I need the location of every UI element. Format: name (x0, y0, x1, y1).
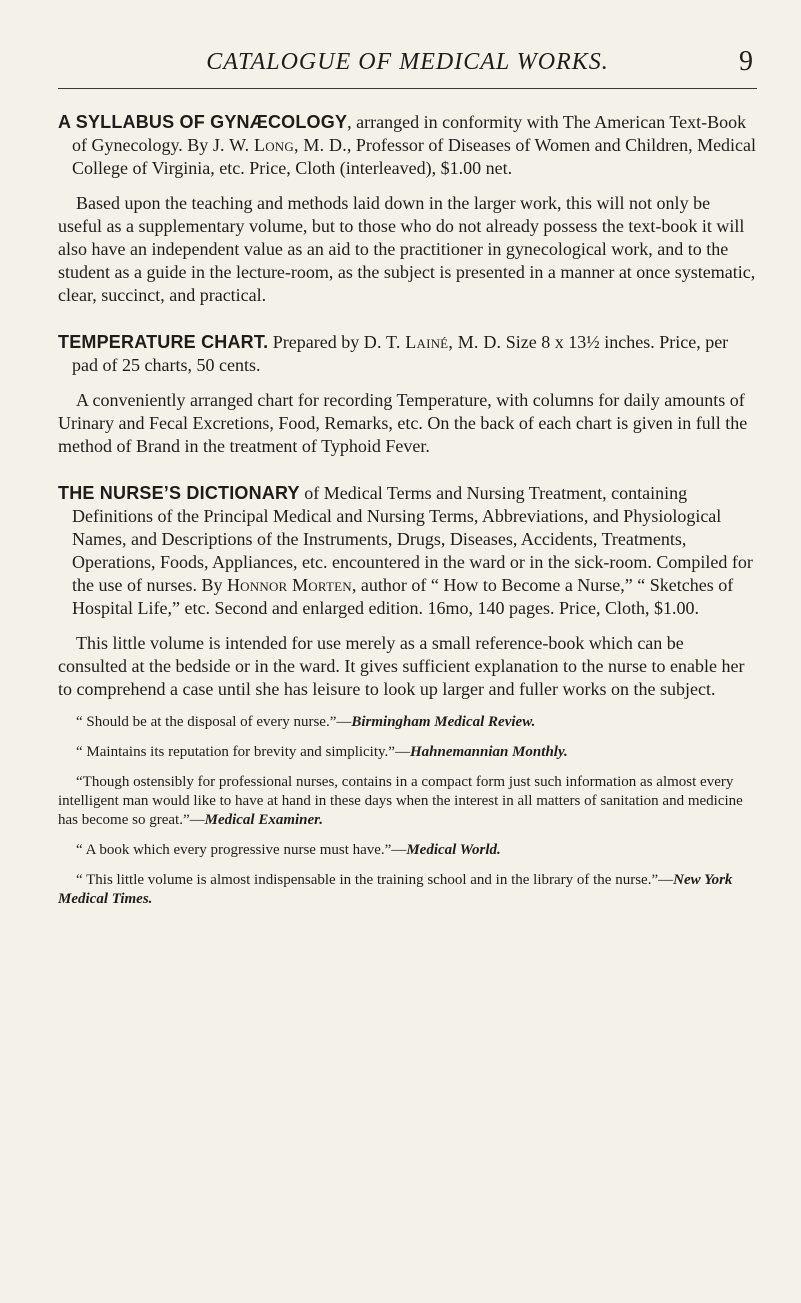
entry-title-lead: TEMPERATURE CHART. (58, 332, 269, 352)
entry-author: Honnor Morten (226, 575, 352, 595)
entry-description: A conveniently arranged chart for recording Temperature, with columns for daily amounts of Urinary and Fecal Excretions, Food, Remarks, etc. On the back of each chart is given in full the method of Brand in the treatment of Typhoid Fever. (58, 390, 748, 456)
quote-source: New York Medical Times. (58, 872, 733, 907)
review-quote (58, 773, 757, 830)
quote-text: “Though ostensibly for professional nurses, contains in a compact form just such information as almost every intelligent man would like to have at hand in these days when the interest in all matters of sanitation and medicine has become so great.”— (58, 774, 743, 828)
entry-title (58, 482, 757, 620)
review-quote (58, 841, 757, 860)
review-quote (58, 871, 757, 909)
entry-publication: , Professor of Diseases of Women and Children, Medical College of Virginia, etc. Price, Cloth (interleaved), $1.00 net. (72, 135, 757, 178)
entry-publication: , author of “ How to Become a Nurse,” “ Sketches of Hospital Life,” etc. Second and enlarged edition. 16mo, 140 pages. Price, Cloth, $1.00. (72, 575, 734, 618)
entry-nurses-dictionary (58, 482, 757, 909)
quote-text: “ A book which every progressive nurse must have.”— (76, 842, 407, 858)
entry-title-rest: Prepared by (268, 332, 364, 352)
quote-text: “ Maintains its reputation for brevity and simplicity.”— (76, 744, 410, 760)
review-quote (58, 713, 757, 732)
entry-title (58, 331, 757, 377)
quote-source: Birmingham Medical Review. (351, 714, 536, 730)
entry-title-rest: of Medical Terms and Nursing Treatment, containing Definitions of the Principal Medical and Nursing Terms, Abbreviations, and Physiological Names, and Descriptions of the Instruments, Drugs, Diseases, Accidents, Treatments, Operations, Foods, Appliances, etc. encountered in the ward or in the sick-room. Compiled for the use of nurses. By (72, 483, 753, 595)
quote-source: Medical Examiner. (204, 812, 323, 828)
review-quotes (58, 713, 757, 909)
entry-title-lead: A SYLLABUS OF GYNÆCOLOGY (58, 112, 348, 132)
review-quote (58, 743, 757, 762)
entry-temperature-chart (58, 331, 757, 458)
quote-text: “ This little volume is almost indispensable in the training school and in the library of the nurse.”— (76, 872, 674, 888)
quote-text: “ Should be at the disposal of every nurse.”— (76, 714, 352, 730)
page-number: 9 (739, 46, 753, 77)
running-head: CATALOGUE OF MEDICAL WORKS. (206, 49, 609, 75)
entry-title (58, 111, 757, 180)
quote-source: Hahnemannian Monthly. (409, 744, 568, 760)
entry-title-lead: THE NURSE’S DICTIONARY (58, 483, 300, 503)
entry-publication: Size 8 x 13½ inches. Price, per pad of 25 charts, 50 cents. (72, 332, 729, 375)
entry-syllabus-gynaecology (58, 111, 757, 307)
quote-source: Medical World. (406, 842, 501, 858)
entry-author: J. W. Long, M. D. (212, 135, 347, 155)
entry-title-rest: , arranged in conformity with The American Text-Book of Gynecology. By (72, 112, 747, 155)
entry-description: This little volume is intended for use merely as a small reference-book which can be consulted at the bedside or in the ward. It gives sufficient explanation to the nurse to enable her to comprehend a case until she has leisure to look up larger and fuller works on the subject. (58, 633, 745, 699)
entry-description: Based upon the teaching and methods laid down in the larger work, this will not only be useful as a supplementary volume, but to those who do not already possess the text-book it will also have an independent value as an aid to the practitioner in gynecological work, and to the student as a guide in the lecture-room, as the subject is presented in a manner at once systematic, clear, succinct, and practical. (58, 193, 756, 305)
page-header (58, 48, 757, 89)
entry-author: D. T. Lainé, M. D. (363, 332, 502, 352)
